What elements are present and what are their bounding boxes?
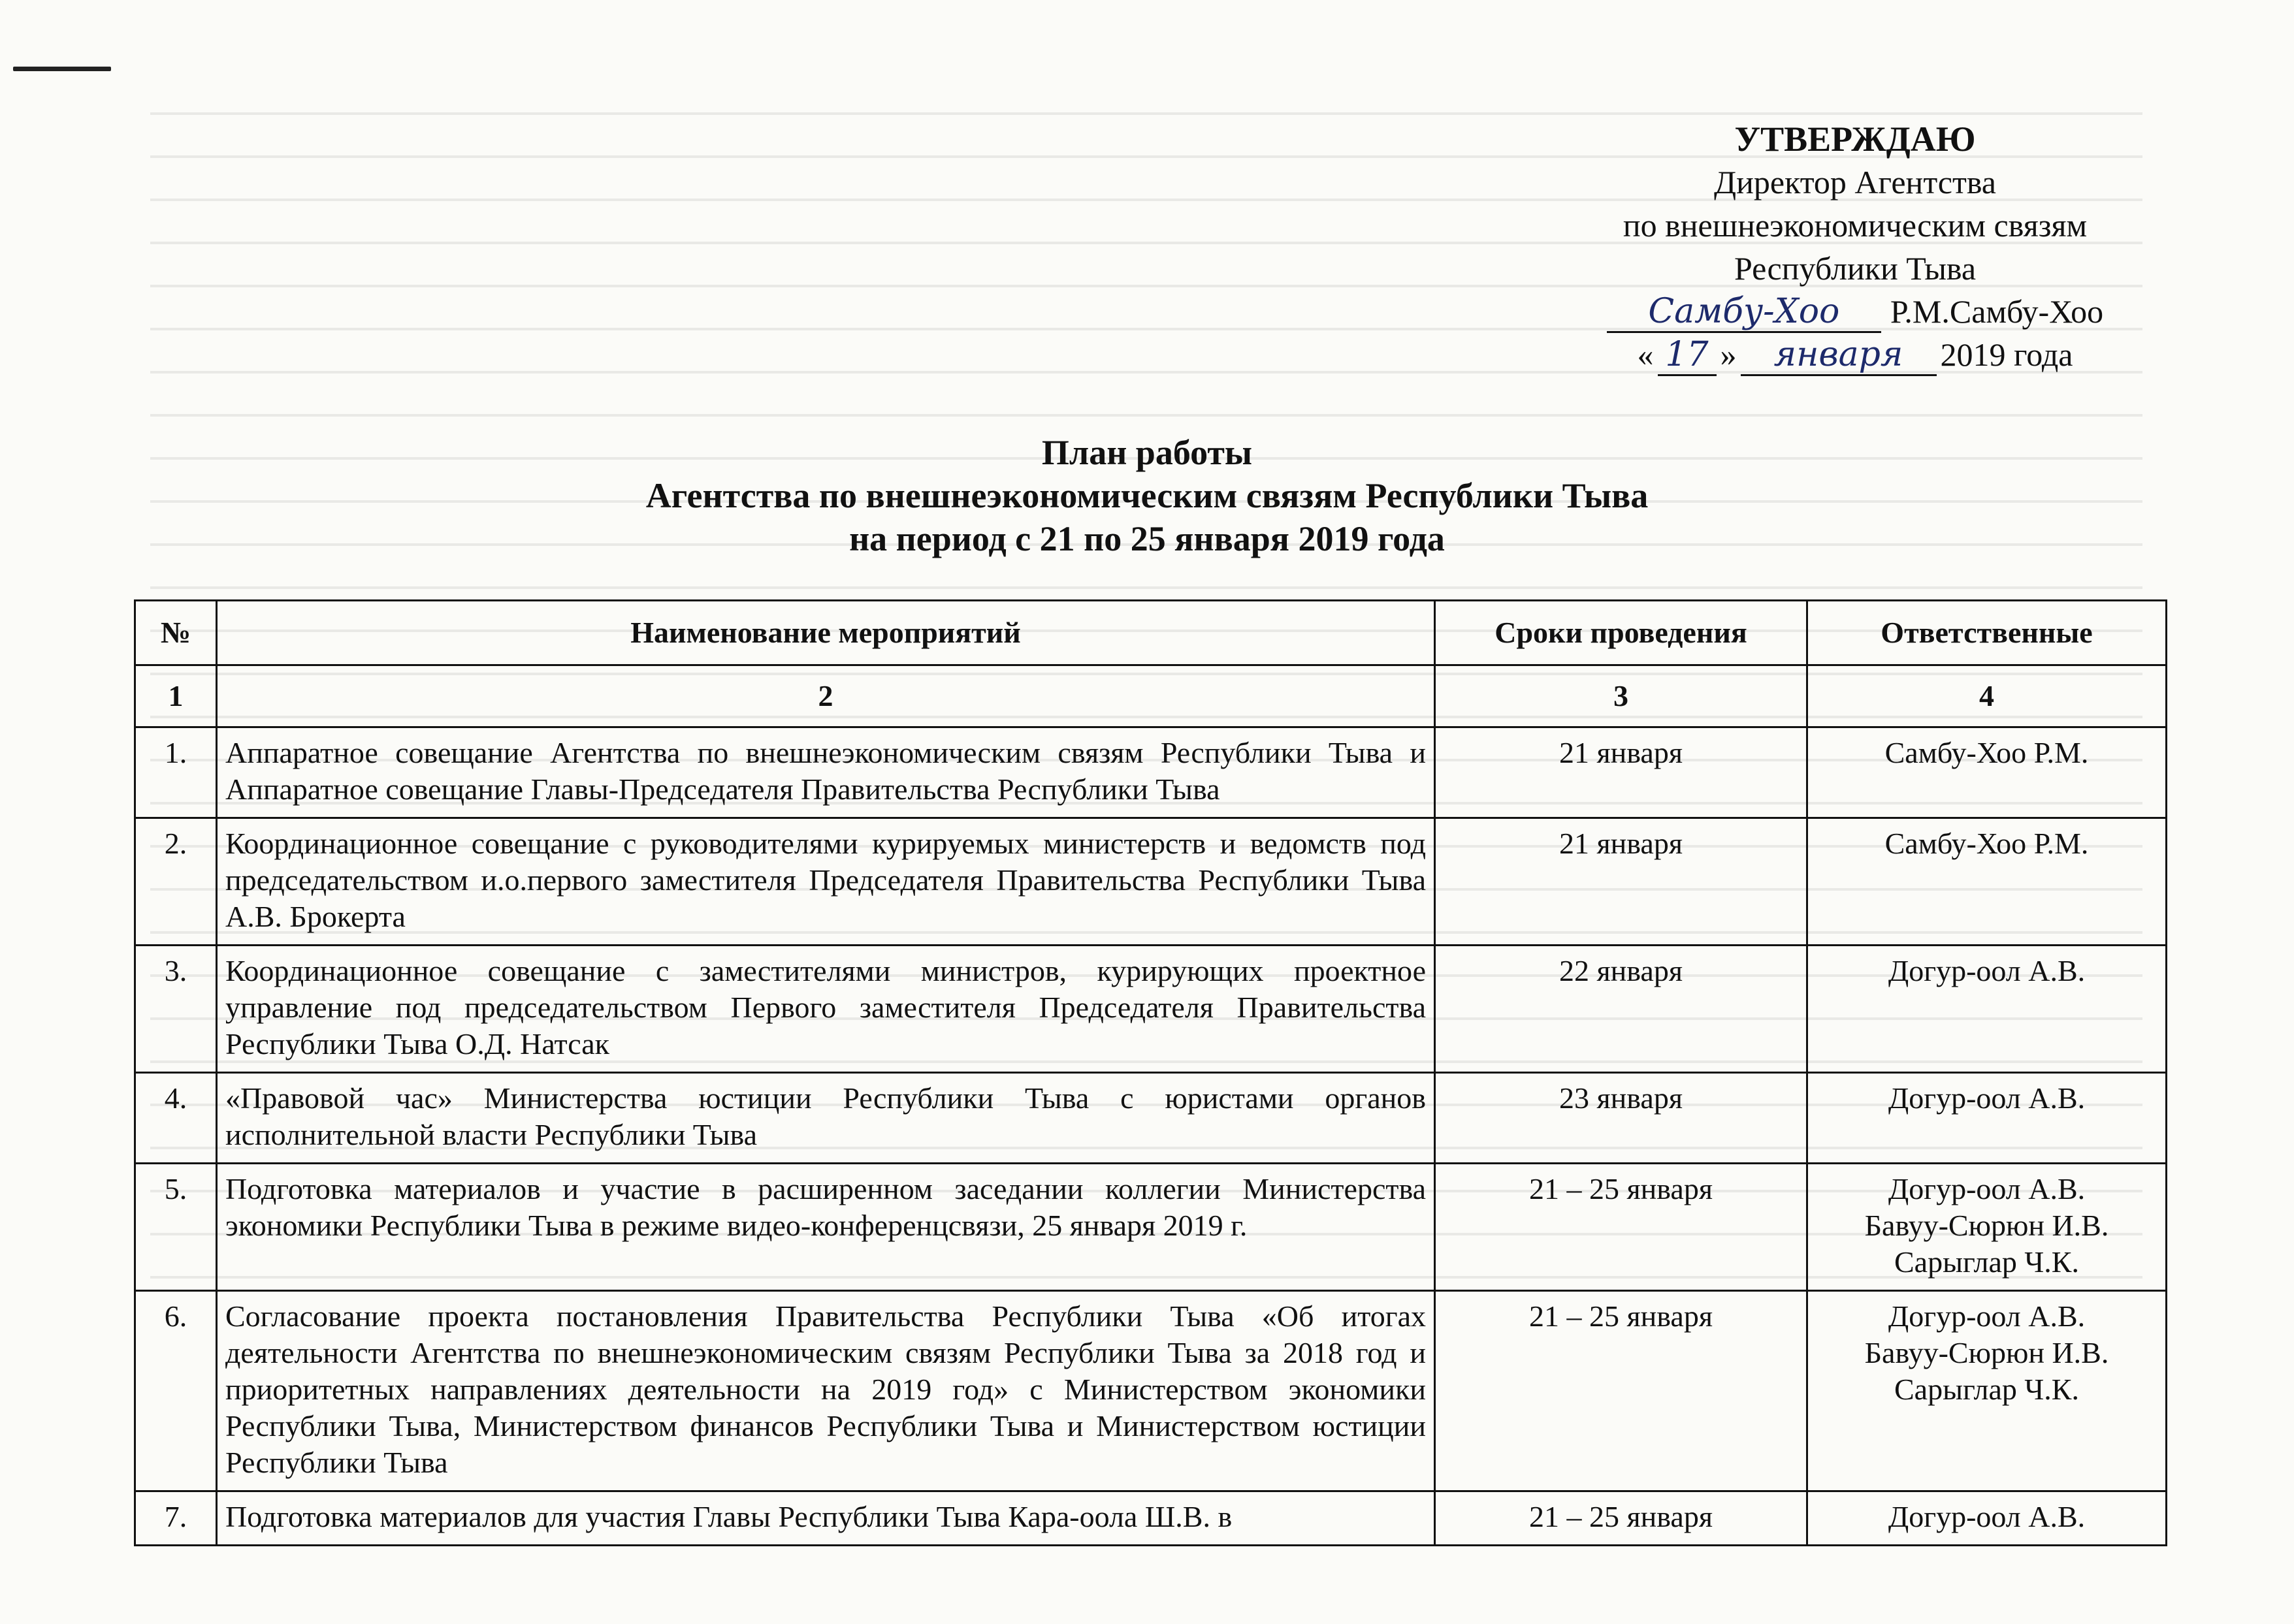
document-heading [0, 431, 2294, 560]
row-responsible [1807, 1491, 2167, 1546]
table-row [135, 1073, 2167, 1164]
approval-day: 17 [1658, 335, 1717, 376]
row-responsible [1807, 1164, 2167, 1291]
responsible-person: Догур-оол А.В. [1888, 1299, 2086, 1333]
approval-line: по внешнеэкономическим связям [1623, 207, 2088, 244]
column-index: 3 [1435, 665, 1807, 727]
table-row [135, 727, 2167, 818]
row-number: 6. [135, 1291, 217, 1491]
approval-block [1555, 118, 2156, 376]
quote-open: « [1637, 336, 1654, 373]
scan-mark [13, 67, 111, 71]
table-row [135, 946, 2167, 1073]
responsible-person: Сарыглар Ч.К. [1894, 1245, 2079, 1279]
responsible-person: Самбу-Хоо Р.М. [1884, 827, 2089, 860]
header-activity: Наименование мероприятий [217, 601, 1435, 665]
row-activity: Согласование проекта постановления Правительства Республики Тыва «Об итогах деятельности Агентства по внешнеэкономическим связям Республики Тыва за 2018 год и приоритетных направлениях деятельности на 2019 год» с Министерством экономики Республики Тыва, Министерством финансов Республики Тыва и Министерством юстиции Республики Тыва [217, 1291, 1435, 1491]
row-activity: «Правовой час» Министерства юстиции Республики Тыва с юристами органов исполнительной власти Республики Тыва [217, 1073, 1435, 1164]
heading-line: План работы [1041, 433, 1253, 472]
approval-month: января [1741, 335, 1937, 376]
row-responsible [1807, 1073, 2167, 1164]
column-index-row [135, 665, 2167, 727]
row-responsible [1807, 727, 2167, 818]
responsible-person: Догур-оол А.В. [1888, 1500, 2086, 1533]
row-number: 2. [135, 818, 217, 946]
approval-line: Директор Агентства [1714, 164, 1996, 200]
row-dates: 23 января [1435, 1073, 1807, 1164]
header-number: № [135, 601, 217, 665]
row-responsible [1807, 946, 2167, 1073]
responsible-person: Догур-оол А.В. [1888, 954, 2086, 987]
row-number: 7. [135, 1491, 217, 1546]
responsible-person: Бавуу-Сюрюн И.В. [1864, 1336, 2109, 1369]
table-row [135, 1164, 2167, 1291]
row-number: 4. [135, 1073, 217, 1164]
approval-year: 2019 года [1940, 336, 2073, 373]
row-dates: 21 – 25 января [1435, 1291, 1807, 1491]
approval-title: УТВЕРЖДАЮ [1734, 119, 1976, 159]
plan-table [134, 599, 2167, 1546]
table-row [135, 818, 2167, 946]
row-dates: 21 – 25 января [1435, 1164, 1807, 1291]
responsible-person: Самбу-Хоо Р.М. [1884, 736, 2089, 769]
responsible-person: Догур-оол А.В. [1888, 1172, 2086, 1205]
table-row [135, 1491, 2167, 1546]
table-row [135, 1291, 2167, 1491]
quote-close: » [1720, 336, 1737, 373]
header-dates: Сроки проведения [1435, 601, 1807, 665]
row-dates: 22 января [1435, 946, 1807, 1073]
row-dates: 21 января [1435, 727, 1807, 818]
heading-line: на период с 21 по 25 января 2019 года [849, 519, 1445, 558]
approval-line: Республики Тыва [1734, 250, 1977, 287]
responsible-person: Сарыглар Ч.К. [1894, 1373, 2079, 1406]
row-number: 5. [135, 1164, 217, 1291]
row-activity: Подготовка материалов и участие в расширенном заседании коллегии Министерства экономики Республики Тыва в режиме видео-конференцсвязи, 25 января 2019 г. [217, 1164, 1435, 1291]
row-responsible [1807, 1291, 2167, 1491]
column-index: 4 [1807, 665, 2167, 727]
header-responsible: Ответственные [1807, 601, 2167, 665]
row-dates: 21 января [1435, 818, 1807, 946]
approval-date [1555, 333, 2156, 376]
signer-name: Р.М.Самбу-Хоо [1890, 293, 2104, 330]
row-activity: Аппаратное совещание Агентства по внешнеэкономическим связям Республики Тыва и Аппаратное совещание Главы-Председателя Правительства Республики Тыва [217, 727, 1435, 818]
responsible-person: Бавуу-Сюрюн И.В. [1864, 1209, 2109, 1242]
row-dates: 21 – 25 января [1435, 1491, 1807, 1546]
row-number: 1. [135, 727, 217, 818]
table-header-row [135, 601, 2167, 665]
row-activity: Подготовка материалов для участия Главы Республики Тыва Кара-оола Ш.В. в [217, 1491, 1435, 1546]
row-responsible [1807, 818, 2167, 946]
column-index: 2 [217, 665, 1435, 727]
signature: Самбу-Хоо [1607, 292, 1881, 333]
row-activity: Координационное совещание с заместителями министров, курирующих проектное управление под председательством Первого заместителя Председателя Правительства Республики Тыва О.Д. Натсак [217, 946, 1435, 1073]
row-number: 3. [135, 946, 217, 1073]
responsible-person: Догур-оол А.В. [1888, 1081, 2086, 1115]
column-index: 1 [135, 665, 217, 727]
row-activity: Координационное совещание с руководителями курируемых министерств и ведомств под председательством и.о.первого заместителя Председателя Правительства Республики Тыва А.В. Брокерта [217, 818, 1435, 946]
heading-line: Агентства по внешнеэкономическим связям Республики Тыва [645, 476, 1649, 515]
signature-line [1555, 290, 2156, 333]
